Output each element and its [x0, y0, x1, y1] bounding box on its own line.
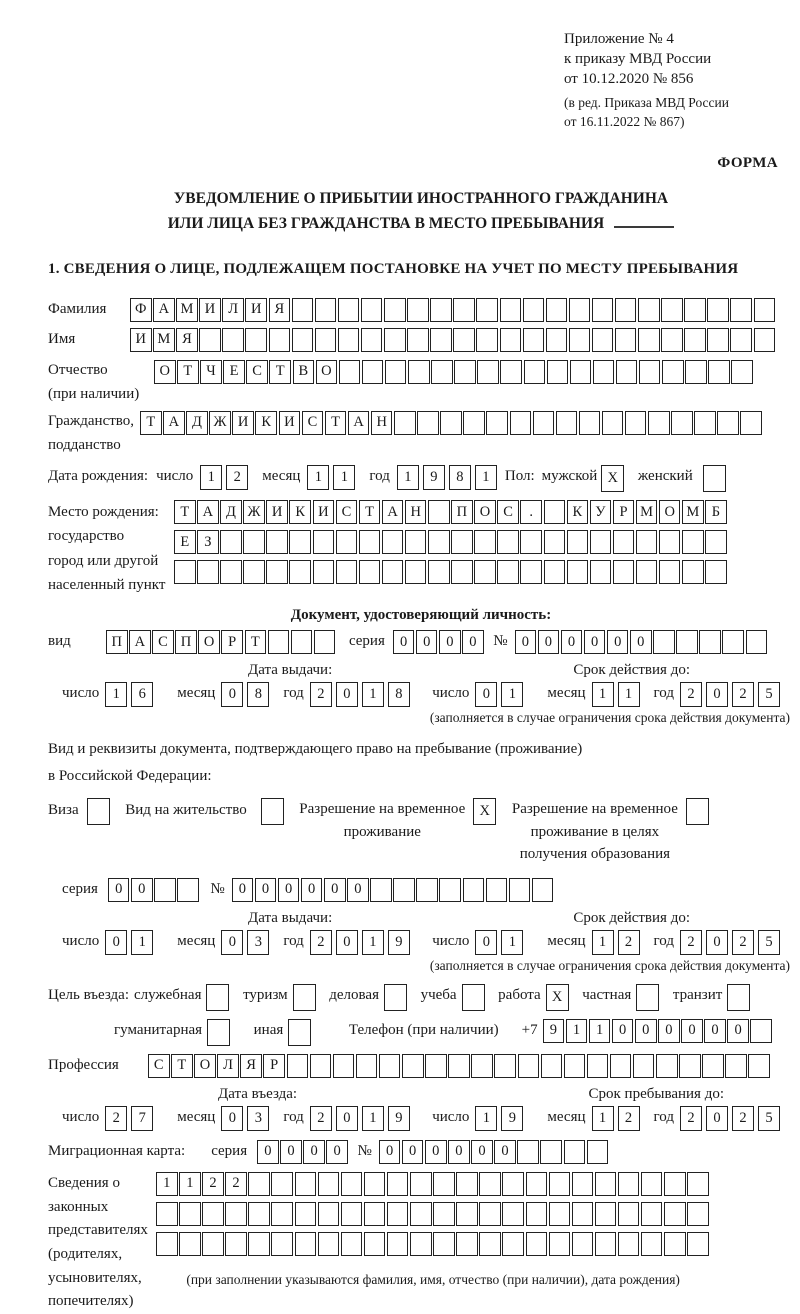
identity-doc-date-headings [48, 662, 794, 679]
field-birthplace [48, 500, 794, 597]
citizenship-label: Гражданство, [48, 412, 135, 429]
entry-year-input[interactable]: 2 0 1 9 [310, 1106, 414, 1131]
gender-female-label: женский [637, 468, 693, 485]
temp-residence-edu-line1: Разрешение на временное [511, 801, 678, 818]
identity-valid-year-input[interactable]: 2 0 2 5 [680, 682, 784, 707]
entry-date [62, 1106, 424, 1131]
citizenship-input[interactable]: Т А Д Ж И К И С Т А Н [140, 411, 764, 435]
residence-doc-line1: Вид и реквизиты документа, подтверждающего право на пребывание (проживание) [48, 741, 583, 758]
identity-issue-month-input[interactable]: 0 8 [221, 682, 273, 707]
patronymic-label-block [48, 358, 154, 407]
citizenship-label-block [48, 409, 140, 458]
form-title [48, 186, 794, 237]
purpose-humanitarian-checkbox[interactable] [207, 1019, 232, 1046]
field-legal-representatives [48, 1172, 794, 1314]
residence-doc-dates [48, 930, 794, 955]
day-label: число [62, 932, 100, 949]
stay-month-input[interactable]: 1 2 [592, 1106, 644, 1131]
stay-until-date [432, 1106, 794, 1131]
field-patronymic [48, 358, 794, 407]
day-label: число [432, 1108, 470, 1125]
purpose-humanitarian-label: гуманитарная [114, 1021, 203, 1038]
field-visit-purpose [48, 984, 794, 1011]
residence-valid-heading: Срок действия до: [573, 909, 690, 926]
residence-series-label: серия [62, 880, 98, 897]
birthplace-row3-input[interactable] [174, 560, 728, 584]
purpose-other-label: иная [253, 1021, 284, 1038]
doc-series-label: серия [348, 633, 385, 650]
amendment-line1: (в ред. Приказа МВД России [564, 95, 729, 111]
patronymic-input[interactable]: О Т Ч Е С Т В О [154, 360, 754, 384]
birthdate-label: Дата рождения: [48, 468, 149, 485]
residence-issue-heading: Дата выдачи: [248, 909, 333, 926]
identity-doc-heading: Документ, удостоверяющий личность: [290, 607, 552, 624]
birth-day-label: число [156, 468, 194, 485]
migration-card-label: Миграционная карта: [48, 1142, 186, 1159]
purpose-label: Цель въезда: [48, 986, 129, 1003]
valid-until-heading: Срок действия до: [573, 662, 690, 679]
purpose-other-checkbox[interactable] [288, 1019, 313, 1046]
birthplace-city-label-line1: город или другой [48, 552, 159, 569]
temp-residence-label-line1: Разрешение на временное [299, 801, 466, 818]
purpose-official-checkbox[interactable] [206, 984, 231, 1011]
migration-series-input[interactable]: 0 0 0 0 [257, 1140, 349, 1164]
identity-valid-month-input[interactable]: 1 1 [592, 682, 644, 707]
issue-date-heading: Дата выдачи: [248, 662, 333, 679]
month-label: месяц [177, 685, 216, 702]
purpose-private-label: частная [582, 986, 632, 1003]
stay-year-input[interactable]: 2 0 2 5 [680, 1106, 784, 1131]
temp-residence-label [299, 798, 465, 843]
temp-residence-edu-line2: проживание в целях [530, 823, 660, 840]
residence-issue-month-input[interactable]: 0 3 [221, 930, 273, 955]
surname-label: Фамилия [48, 300, 107, 317]
purpose-transit-label: транзит [672, 986, 723, 1003]
field-migration-card [48, 1140, 794, 1164]
representatives-label-line6: попечителях) [48, 1293, 134, 1310]
birth-day-input[interactable]: 1 2 [200, 465, 252, 490]
temp-residence-edu-label [512, 798, 678, 866]
birth-year-input[interactable]: 1 9 8 1 [397, 465, 501, 490]
day-label: число [432, 932, 470, 949]
year-label: год [653, 1108, 674, 1125]
representatives-row3-input[interactable] [156, 1232, 710, 1256]
doc-number-label: № [493, 633, 508, 650]
residence-doc-intro [48, 736, 794, 790]
entry-date-headings [48, 1086, 794, 1103]
purpose-tourism-label: туризм [243, 986, 288, 1003]
purpose-official-label: служебная [133, 986, 202, 1003]
title-blank-line [614, 214, 674, 228]
day-label: число [62, 685, 100, 702]
representatives-label-line5: усыновителях, [48, 1269, 142, 1286]
representatives-label-line2: законных [48, 1198, 109, 1215]
purpose-business-checkbox[interactable] [384, 984, 409, 1011]
gender-female-checkbox[interactable] [703, 465, 728, 492]
residence-doc-date-headings [48, 910, 794, 927]
residence-doc-options [48, 798, 794, 866]
field-visit-purpose-row2 [48, 1019, 794, 1046]
temp-residence-edu-line3: получения образования [519, 846, 671, 863]
phone-label: Телефон (при наличии) [348, 1021, 499, 1038]
identity-issue-year-input[interactable]: 2 0 1 8 [310, 682, 414, 707]
birthplace-city-label-line2: населенный пункт [48, 577, 166, 594]
field-birthdate [48, 465, 794, 492]
citizenship-label2: подданство [48, 436, 121, 453]
appendix-number: Приложение № 4 [564, 31, 674, 47]
firstname-input[interactable]: И М Я [130, 328, 777, 352]
stay-day-input[interactable]: 1 9 [475, 1106, 527, 1131]
entry-date-heading: Дата въезда: [218, 1085, 298, 1102]
field-firstname [48, 328, 794, 352]
representatives-note: (при заполнении указываются фамилия, имя, отчество (при наличии), дата рождения) [186, 1271, 680, 1287]
representatives-row1-input[interactable]: 1 1 2 2 [156, 1172, 710, 1196]
form-title-line2 [48, 211, 794, 237]
purpose-work-checkbox[interactable]: X [546, 984, 571, 1011]
residence-valid-year-input[interactable]: 2 0 2 5 [680, 930, 784, 955]
identity-valid-day-input[interactable]: 0 1 [475, 682, 527, 707]
birthplace-inputs [174, 500, 728, 584]
month-label: месяц [547, 685, 586, 702]
birthplace-row1-input[interactable]: Т А Д Ж И К И С Т А Н П О С . К У Р М О М Б [174, 500, 728, 524]
gender-male-checkbox[interactable]: X [601, 465, 626, 492]
birthplace-label-block [48, 500, 174, 597]
purpose-work-label: работа [498, 986, 541, 1003]
representatives-label-line4: (родителях, [48, 1245, 123, 1262]
phone-input[interactable]: 9 1 1 0 0 0 0 0 0 [543, 1019, 774, 1043]
day-label: число [432, 685, 470, 702]
representatives-label-line1: Сведения о [48, 1174, 120, 1191]
year-label: год [283, 685, 304, 702]
representatives-label-line3: представителях [48, 1222, 148, 1239]
migration-number-input[interactable]: 0 0 0 0 0 0 [379, 1140, 610, 1164]
migration-number-label: № [357, 1142, 372, 1159]
identity-valid-date [432, 682, 794, 707]
birthplace-label: Место рождения: [48, 504, 159, 521]
amendment-block [564, 94, 794, 130]
year-label: год [653, 685, 674, 702]
firstname-label: Имя [48, 330, 76, 347]
representatives-row2-input[interactable] [156, 1202, 710, 1226]
section1-heading: 1. СВЕДЕНИЯ О ЛИЦЕ, ПОДЛЕЖАЩЕМ ПОСТАНОВКЕ НА УЧЕТ ПО МЕСТУ ПРЕБЫВАНИЯ [48, 260, 739, 277]
purpose-study-label: учеба [420, 986, 457, 1003]
identity-issue-date [62, 682, 424, 707]
purpose-transit-checkbox[interactable] [727, 984, 752, 1011]
forma-label: ФОРМА [717, 154, 778, 171]
residence-issue-year-input[interactable]: 2 0 1 9 [310, 930, 414, 955]
temp-residence-checkbox[interactable]: X [473, 798, 498, 825]
stay-until-heading: Срок пребывания до: [588, 1085, 724, 1102]
doc-number-input[interactable]: 0 0 0 0 0 0 [515, 630, 769, 654]
month-label: месяц [547, 1108, 586, 1125]
form-title-line1: УВЕДОМЛЕНИЕ О ПРИБЫТИИ ИНОСТРАННОГО ГРАЖДАНИНА [173, 189, 669, 207]
migration-series-label: серия [211, 1142, 248, 1159]
doc-series-input[interactable]: 0 0 0 0 [393, 630, 485, 654]
amendment-line2: от 16.11.2022 № 867) [564, 113, 685, 129]
month-label: месяц [177, 1108, 216, 1125]
phone-prefix: +7 [521, 1021, 538, 1038]
entry-month-input[interactable]: 0 3 [221, 1106, 273, 1131]
order-date-number: от 10.12.2020 № 856 [564, 70, 694, 87]
field-surname [48, 298, 794, 322]
residence-doc-line2: в Российской Федерации: [48, 768, 212, 785]
residence-valid-month-input[interactable]: 1 2 [592, 930, 644, 955]
birth-month-input[interactable]: 1 1 [307, 465, 359, 490]
gender-male-label: мужской [541, 468, 598, 485]
identity-validity-note: (заполняется в случае ограничения срока действия документа) [429, 710, 790, 726]
month-label: месяц [547, 932, 586, 949]
year-label: год [283, 932, 304, 949]
surname-input[interactable]: Ф А М И Л И Я [130, 298, 777, 322]
header-reference-block [564, 30, 794, 131]
birth-month-label: месяц [262, 468, 301, 485]
field-identity-doc [48, 630, 794, 654]
temp-residence-edu-checkbox[interactable] [686, 798, 711, 825]
residence-valid-day-input[interactable]: 0 1 [475, 930, 527, 955]
purpose-tourism-checkbox[interactable] [293, 984, 318, 1011]
residence-issue-day-input[interactable]: 0 1 [105, 930, 157, 955]
birthplace-row2-input[interactable]: Е З [174, 530, 728, 554]
profession-label: Профессия [48, 1056, 119, 1073]
identity-issue-day-input[interactable]: 1 6 [105, 682, 157, 707]
residence-permit-checkbox[interactable] [261, 798, 286, 825]
temp-residence-label-line2: проживание [343, 823, 421, 840]
order-issuer: к приказу МВД России [564, 50, 712, 67]
gender-label: Пол: [504, 468, 535, 485]
entry-day-input[interactable]: 2 7 [105, 1106, 157, 1131]
field-citizenship [48, 409, 794, 458]
representatives-label-block [48, 1172, 156, 1314]
day-label: число [62, 1108, 100, 1125]
patronymic-label: Отчество [48, 361, 108, 378]
doc-kind-label: вид [48, 633, 71, 650]
doc-kind-input[interactable]: П А С П О Р Т [106, 630, 337, 654]
visa-label: Виза [48, 802, 79, 819]
identity-doc-dates [48, 682, 794, 707]
residence-number-input[interactable]: 0 0 0 0 0 0 [232, 878, 555, 902]
residence-validity-note: (заполняется в случае ограничения срока действия документа) [429, 957, 790, 973]
purpose-study-checkbox[interactable] [462, 984, 487, 1011]
purpose-business-label: деловая [329, 986, 379, 1003]
field-profession [48, 1054, 794, 1078]
year-label: год [283, 1108, 304, 1125]
year-label: год [653, 932, 674, 949]
residence-valid-date [432, 930, 794, 955]
field-residence-doc-number [48, 878, 794, 902]
form-title-line2-text: ИЛИ ЛИЦА БЕЗ ГРАЖДАНСТВА В МЕСТО ПРЕБЫВАНИЯ [167, 215, 605, 233]
representatives-inputs [156, 1172, 710, 1288]
month-label: месяц [177, 932, 216, 949]
residence-series-input[interactable]: 0 0 [108, 878, 200, 902]
patronymic-if-any-label: (при наличии) [48, 386, 140, 403]
residence-permit-label: Вид на жительство [125, 802, 247, 819]
purpose-private-checkbox[interactable] [636, 984, 661, 1011]
birthplace-country-label: государство [48, 528, 125, 545]
entry-dates [48, 1106, 794, 1131]
birth-year-label: год [369, 468, 390, 485]
profession-input[interactable]: С Т О Л Я Р [148, 1054, 772, 1078]
residence-number-label: № [210, 880, 225, 897]
visa-checkbox[interactable] [87, 798, 112, 825]
residence-issue-date [62, 930, 424, 955]
